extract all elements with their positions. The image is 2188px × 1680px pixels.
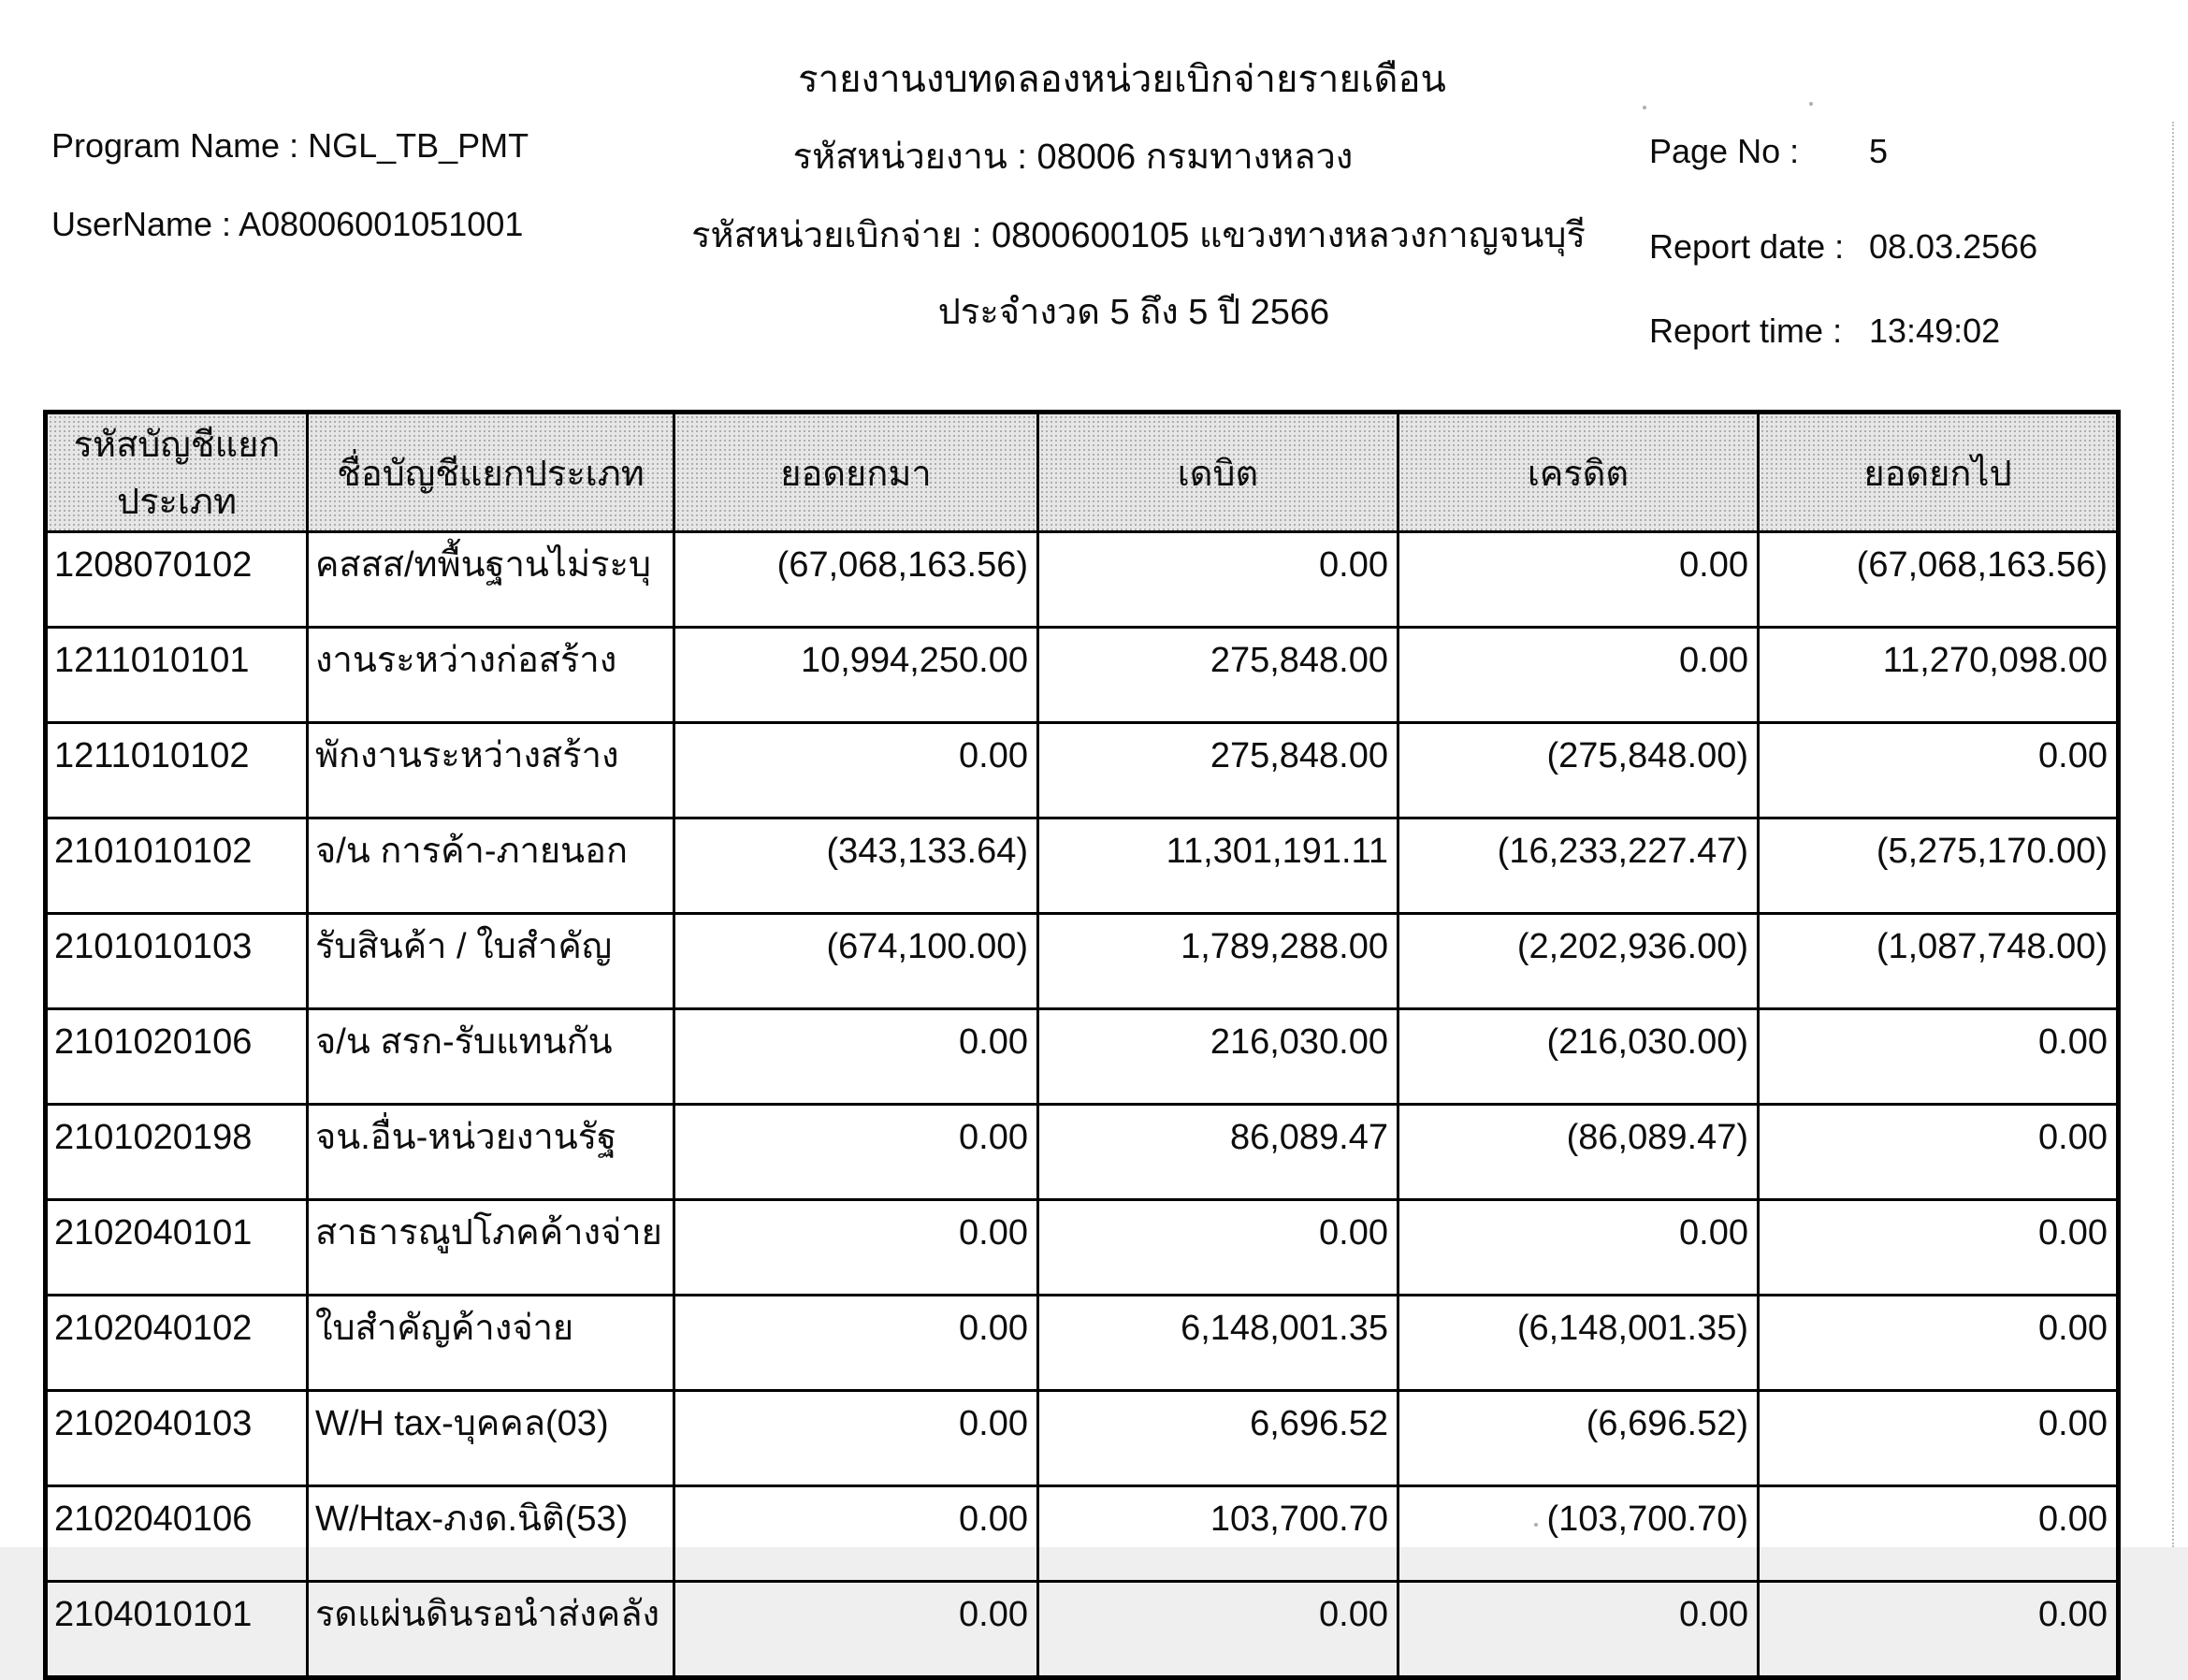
cell-account-code: 2104010101 [46,1582,308,1678]
cell-account-code: 2102040106 [46,1486,308,1582]
scan-artifact-dot [1643,106,1646,109]
cell-debit: 11,301,191.11 [1038,818,1398,914]
cell-debit: 0.00 [1038,1200,1398,1296]
cell-account-code: 1208070102 [46,532,308,628]
cell-account-code: 1211010102 [46,723,308,818]
report-date-label: Report date : [1649,227,1845,266]
table-row [46,1296,2119,1391]
cell-debit: 6,696.52 [1038,1391,1398,1486]
cell-account-code: 2101010102 [46,818,308,914]
cell-opening-balance: 0.00 [674,1391,1038,1486]
table-row [46,818,2119,914]
cell-closing-balance: 0.00 [1759,1296,2119,1391]
cell-closing-balance: (67,068,163.56) [1759,532,2119,628]
cell-credit: 0.00 [1398,532,1759,628]
scan-artifact-dot [1534,1523,1538,1527]
table-row [46,532,2119,628]
cell-opening-balance: 0.00 [674,1296,1038,1391]
cell-account-name: สาธารณูปโภคค้างจ่าย [308,1200,674,1296]
table-row [46,1200,2119,1296]
cell-account-name: จน.อื่น-หน่วยงานรัฐ [308,1105,674,1200]
cell-opening-balance: 10,994,250.00 [674,628,1038,723]
table-row [46,1105,2119,1200]
period-line: ประจำงวด 5 ถึง 5 ปี 2566 [937,293,1330,332]
cell-credit: (6,696.52) [1398,1391,1759,1486]
cell-account-code: 2102040102 [46,1296,308,1391]
program-name-label: Program Name : [51,126,299,165]
cell-opening-balance: 0.00 [674,1105,1038,1200]
table-row [46,1582,2119,1678]
cell-credit: 0.00 [1398,628,1759,723]
report-time-line [1649,312,2000,350]
cell-debit: 216,030.00 [1038,1009,1398,1105]
report-time-value: 13:49:02 [1869,311,2001,350]
col-header-account-name: ชื่อบัญชีแยกประเภท [308,413,674,532]
cell-account-name: จ/น การค้า-ภายนอก [308,818,674,914]
table-row [46,628,2119,723]
cell-credit: 0.00 [1398,1582,1759,1678]
cell-debit: 6,148,001.35 [1038,1296,1398,1391]
table-row [46,914,2119,1009]
cell-account-name: คสสส/ทพื้นฐานไม่ระบุ [308,532,674,628]
scan-artifact-dot [1809,102,1813,106]
page-no-label: Page No : [1649,132,1800,170]
cell-closing-balance: 0.00 [1759,1009,2119,1105]
cell-opening-balance: 0.00 [674,1582,1038,1678]
report-time-label: Report time : [1649,311,1843,350]
cell-account-code: 2102040103 [46,1391,308,1486]
trial-balance-table-wrap [43,410,2121,1680]
cell-closing-balance: (1,087,748.00) [1759,914,2119,1009]
table-row [46,723,2119,818]
cell-account-code: 2101020198 [46,1105,308,1200]
cell-account-name: ใบสำคัญค้างจ่าย [308,1296,674,1391]
cell-closing-balance: 0.00 [1759,1391,2119,1486]
table-row [46,1391,2119,1486]
cell-debit: 103,700.70 [1038,1486,1398,1582]
username-label: UserName : [51,205,232,243]
cell-account-name: W/H tax-บุคคล(03) [308,1391,674,1486]
col-header-account-code: รหัสบัญชีแยกประเภท [46,413,308,532]
cell-debit: 1,789,288.00 [1038,914,1398,1009]
cell-account-name: พักงานระหว่างสร้าง [308,723,674,818]
cell-account-name: รับสินค้า / ใบสำคัญ [308,914,674,1009]
cell-debit: 0.00 [1038,1582,1398,1678]
report-date-value: 08.03.2566 [1869,227,2038,266]
col-header-closing-balance: ยอดยกไป [1759,413,2119,532]
cell-account-name: W/Htax-ภงด.นิติ(53) [308,1486,674,1582]
cell-closing-balance: 0.00 [1759,1486,2119,1582]
table-row [46,1486,2119,1582]
trial-balance-table [43,410,2121,1680]
cell-closing-balance: 0.00 [1759,1105,2119,1200]
page-no-line [1649,133,1888,170]
cell-closing-balance: 11,270,098.00 [1759,628,2119,723]
table-row [46,1009,2119,1105]
scan-artifact-dotted-line [2172,122,2174,1547]
cell-opening-balance: (67,068,163.56) [674,532,1038,628]
cell-closing-balance: (5,275,170.00) [1759,818,2119,914]
cell-opening-balance: (343,133.64) [674,818,1038,914]
cell-account-code: 2101010103 [46,914,308,1009]
cell-credit: (6,148,001.35) [1398,1296,1759,1391]
cell-account-name: จ/น สรก-รับแทนกัน [308,1009,674,1105]
cell-debit: 275,848.00 [1038,723,1398,818]
cell-closing-balance: 0.00 [1759,723,2119,818]
cell-opening-balance: 0.00 [674,1009,1038,1105]
cell-closing-balance: 0.00 [1759,1582,2119,1678]
report-title: รายงานงบทดลองหน่วยเบิกจ่ายรายเดือน [798,59,1446,100]
cell-opening-balance: 0.00 [674,1486,1038,1582]
cell-account-code: 1211010101 [46,628,308,723]
username-value: A08006001051001 [239,205,524,243]
cell-account-code: 2102040101 [46,1200,308,1296]
col-header-credit: เครดิต [1398,413,1759,532]
cell-credit: (16,233,227.47) [1398,818,1759,914]
program-name-value: NGL_TB_PMT [308,126,529,165]
agency-code-line: รหัสหน่วยงาน : 08006 กรมทางหลวง [792,138,1354,177]
page-no-value: 5 [1869,132,1889,170]
col-header-debit: เดบิต [1038,413,1398,532]
cell-account-name: งานระหว่างก่อสร้าง [308,628,674,723]
cell-credit: (86,089.47) [1398,1105,1759,1200]
cell-credit: (103,700.70) [1398,1486,1759,1582]
cell-credit: (275,848.00) [1398,723,1759,818]
cell-credit: (216,030.00) [1398,1009,1759,1105]
cell-account-name: รดแผ่นดินรอนำส่งคลัง [308,1582,674,1678]
cell-opening-balance: (674,100.00) [674,914,1038,1009]
cell-opening-balance: 0.00 [674,723,1038,818]
col-header-opening-balance: ยอดยกมา [674,413,1038,532]
cell-account-code: 2101020106 [46,1009,308,1105]
cell-credit: 0.00 [1398,1200,1759,1296]
cell-opening-balance: 0.00 [674,1200,1038,1296]
cell-debit: 0.00 [1038,532,1398,628]
disbursement-unit-line: รหัสหน่วยเบิกจ่าย : 0800600105 แขวงทางหลวงกาญจนบุรี [691,216,1586,255]
cell-debit: 86,089.47 [1038,1105,1398,1200]
cell-closing-balance: 0.00 [1759,1200,2119,1296]
report-date-line [1649,228,2037,266]
table-header-row [46,413,2119,532]
cell-credit: (2,202,936.00) [1398,914,1759,1009]
cell-debit: 275,848.00 [1038,628,1398,723]
